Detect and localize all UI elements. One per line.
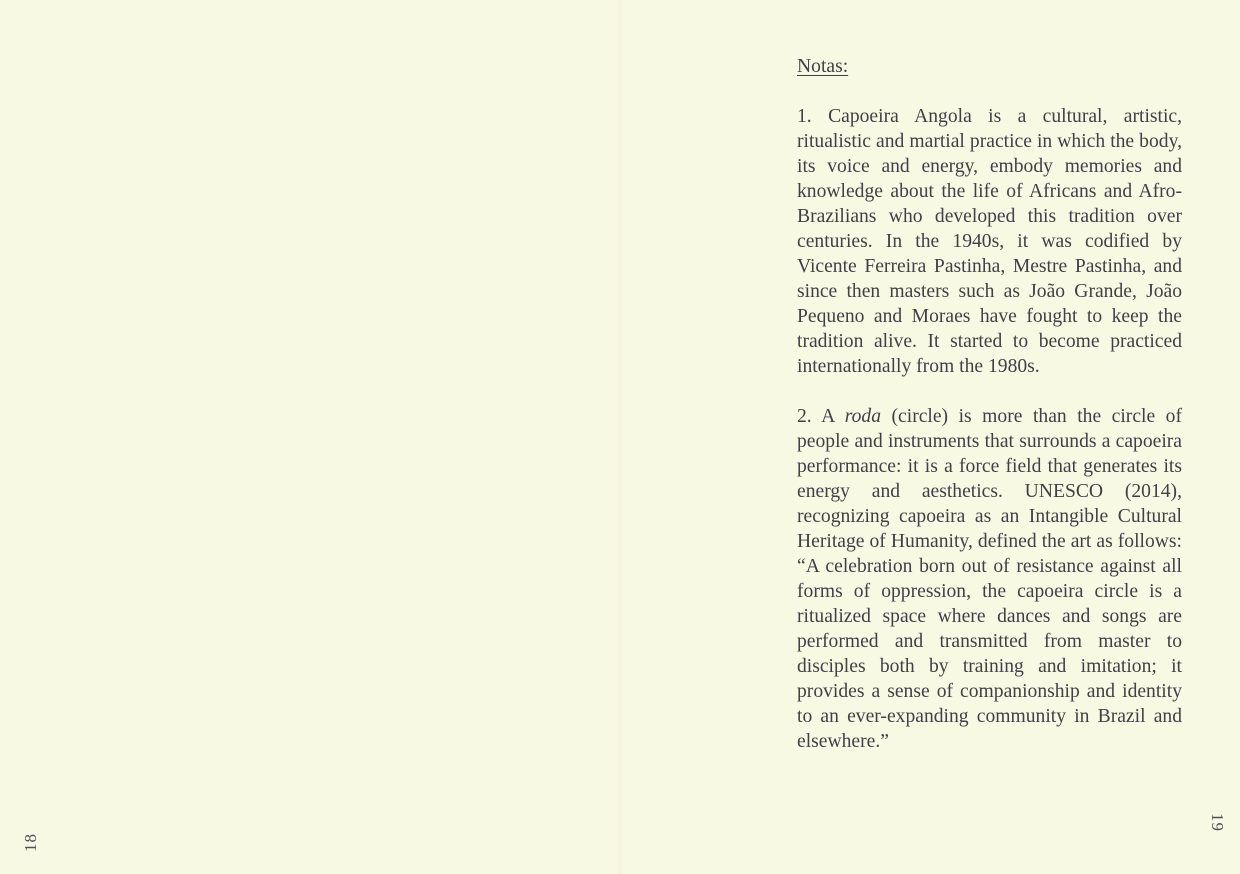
note-2-prefix: 2. A xyxy=(797,406,845,427)
notes-section xyxy=(797,54,1182,754)
note-1: 1. Capoeira Angola is a cultural, artistic, ritualistic and martial practice in which the body, its voice and energy, embody memories and knowledge about the life of Africans and Afro-Brazilians who developed this tradition over centuries. In the 1940s, it was codified by Vicente Ferreira Pastinha, Mestre Pastinha, and since then masters such as João Grande, João Pequeno and Moraes have fought to keep the tradition alive. It started to become practiced internationally from the 1980s. xyxy=(797,106,1182,377)
right-page xyxy=(620,0,1240,874)
page-number-right: 19 xyxy=(1208,813,1227,832)
notes-heading: Notas: xyxy=(797,56,849,77)
page-number-left: 18 xyxy=(21,833,40,852)
note-2 xyxy=(797,404,1182,754)
note-2-text: (circle) is more than the circle of people and instruments that surrounds a capoeira performance: it is a force field that generates its energy and aesthetics. UNESCO (2014), recognizing capoeira as an Intangible Cultural Heritage of Humanity, defined the art as follows: “A celebration born out of resistance against all forms of oppression, the capoeira circle is a ritualized space where dances and songs are performed and transmitted from master to disciples both by training and imitation; it provides a sense of companionship and identity to an ever-expanding community in Brazil and elsewhere.” xyxy=(797,406,1182,752)
note-2-italic-term: roda xyxy=(844,406,882,427)
